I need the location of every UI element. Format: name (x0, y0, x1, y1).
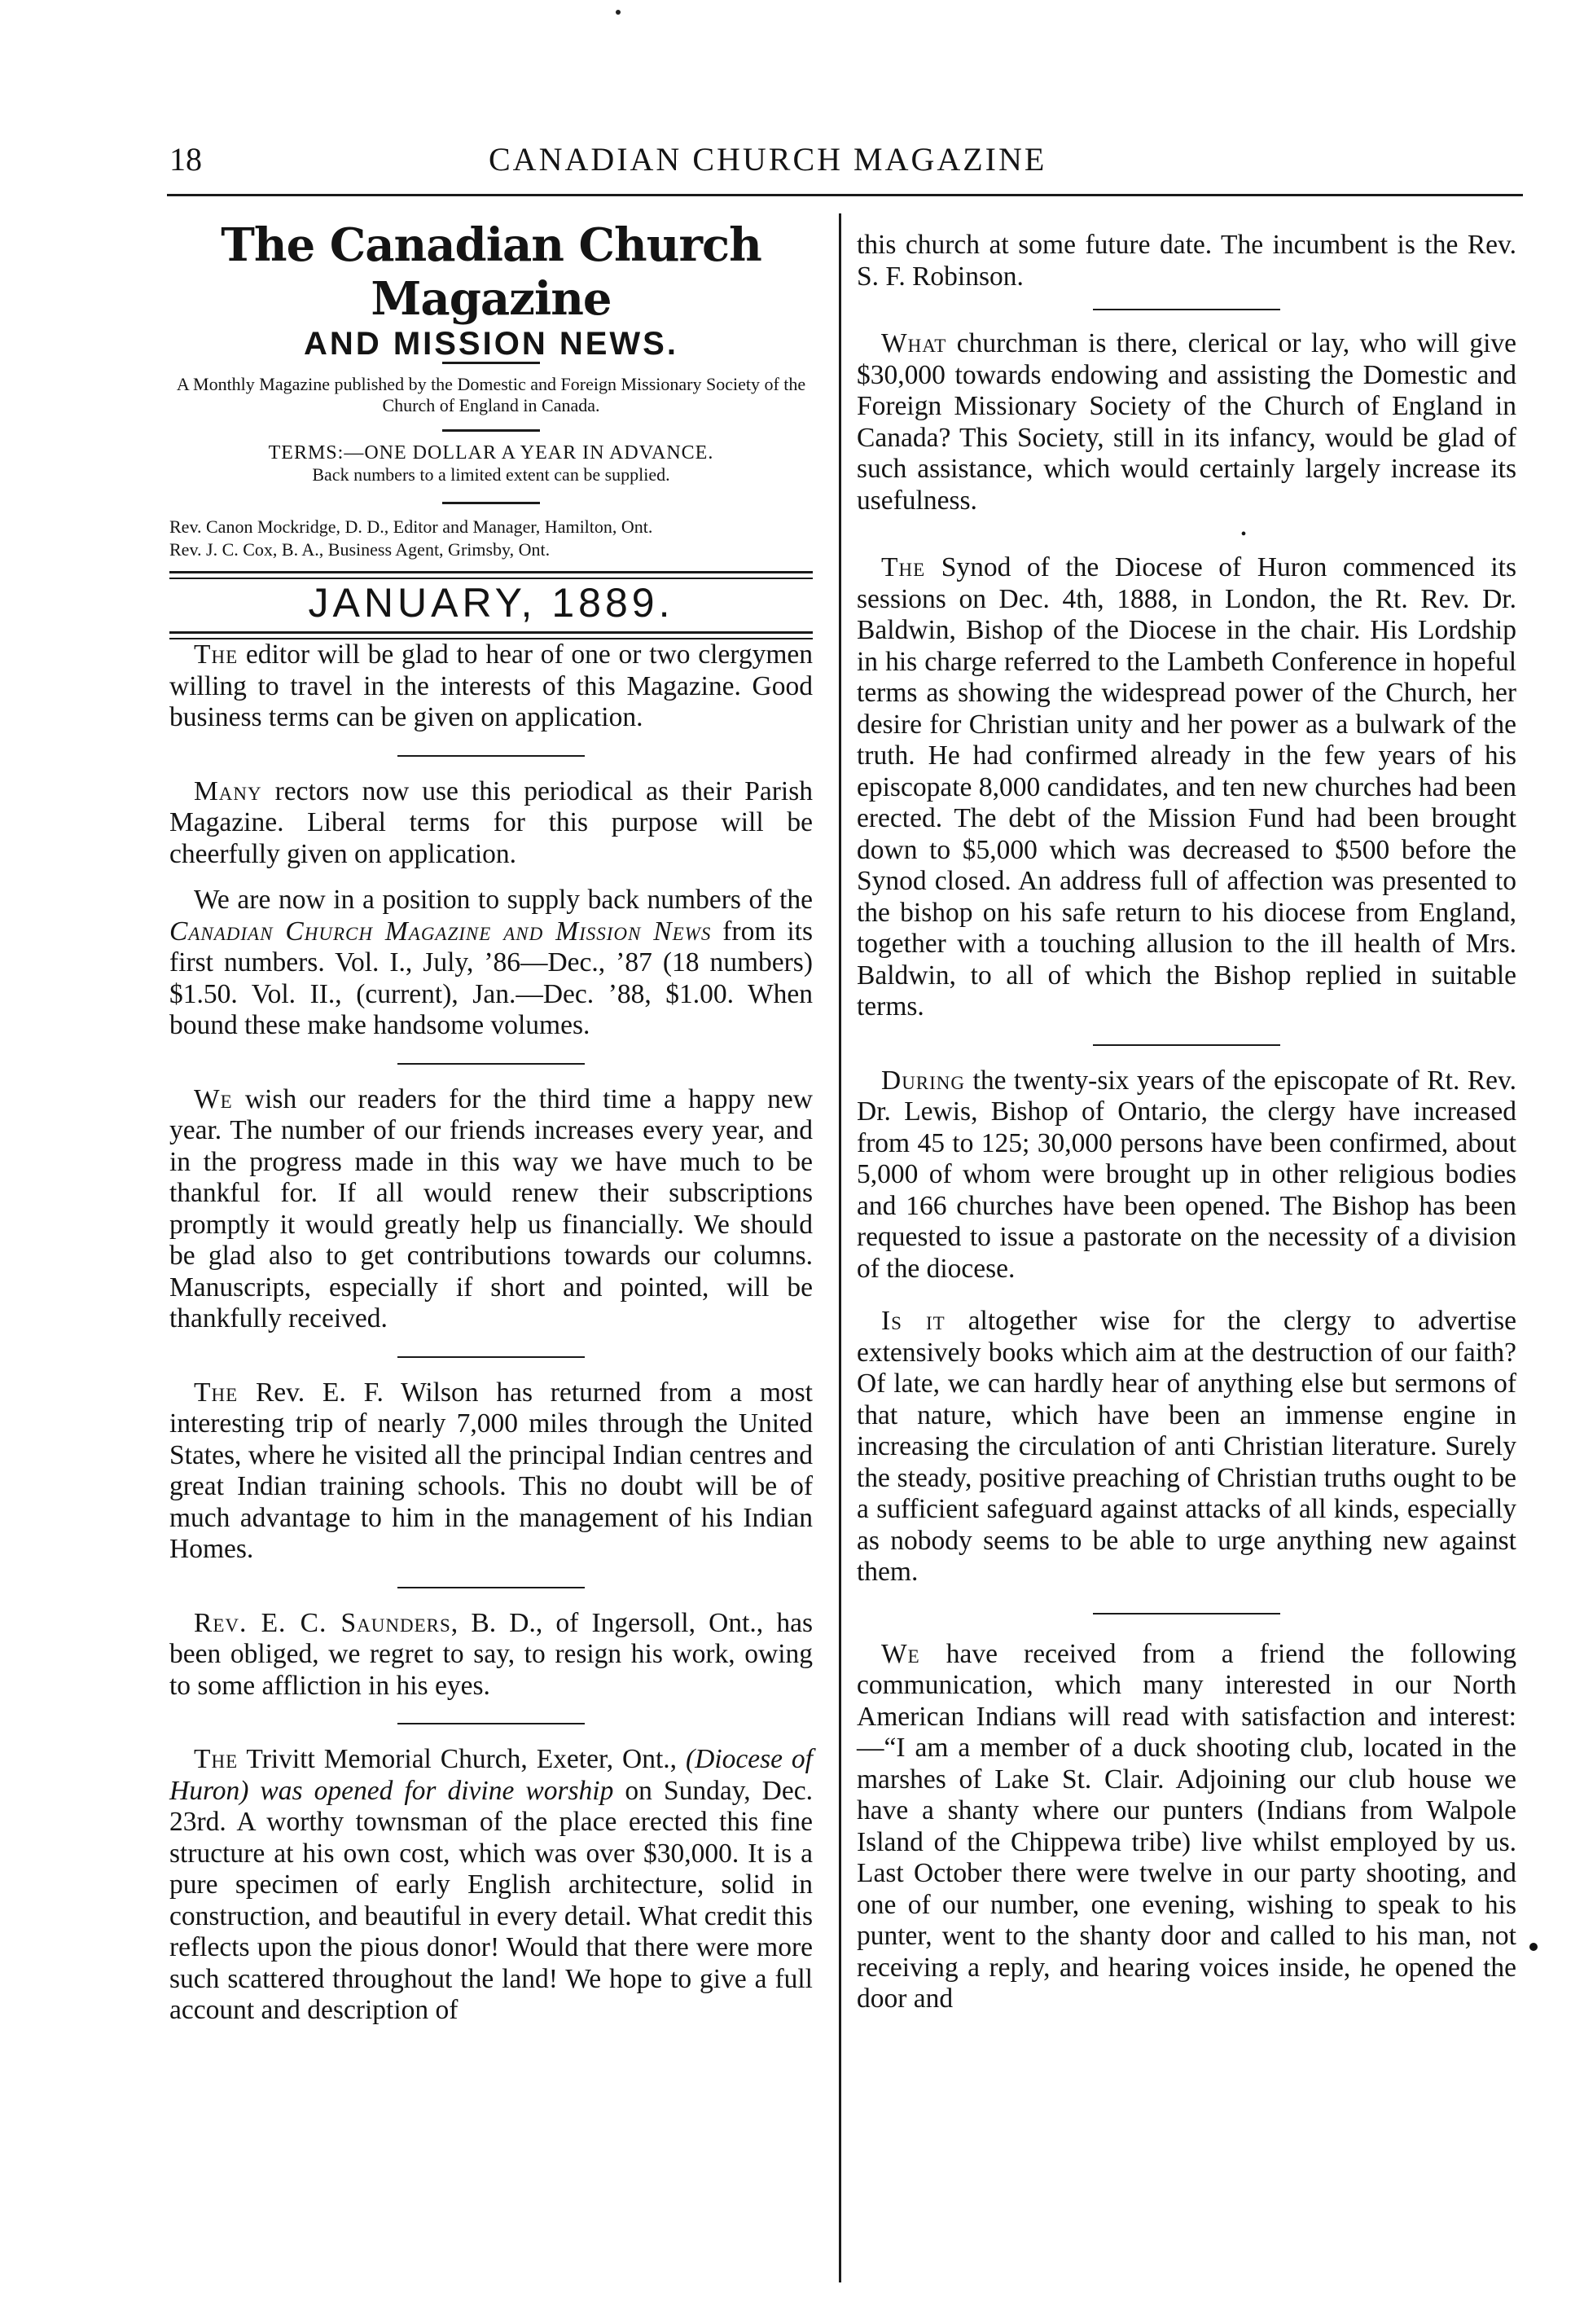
paragraph-text: Synod of the Diocese of Huron commenced its sessions on Dec. 4th, 1888, in London, the Rt. Rev. Dr. Baldwin, Bishop of the Diocese in the chair. His Lordship in his charge referred to the Lambeth Conference in hopeful terms as showing the widespread power of the Church, her desire for Christian unity and her power as a bulwark of the truth. He had confirmed already in the few years of his episcopate 8,000 candidates, and ten new churches had been erected. The debt of the Mission Fund had been brought down to $5,000 which was decreased to $500 before the Synod closed. An address full of affection was presented to the bishop on his safe return to his diocese from England, together with a touching allusion to the ill health of Mrs. Baldwin, to all of which the Bishop replied in suitable terms. (857, 552, 1516, 1021)
paragraph-text: on Sunday, Dec. 23rd. A worthy townsman of the place erected this fine structure at his own cost, which was over $30,000. It is a pure specimen of early English architecture, solid in construction, and beautiful in every detail. What credit this reflects upon the pious donor! Would that there were more such scattered throughout the land! We hope to give a full account and description of (169, 1775, 813, 2025)
ink-speck (616, 10, 621, 15)
paragraph (169, 776, 813, 871)
paragraph-text: from its first numbers. Vol. I., July, ’86—Dec., ’87 (18 numbers) $1.50. Vol. II., (current), Jan.—Dec. ’88, $1.00. When bound these make handsome volumes. (169, 916, 813, 1040)
lead-word: The (194, 1744, 239, 1774)
paragraph-text: , B. D., of Ingersoll, Ont., has been obliged, we regret to say, to resign his work, owing to some affliction in his eyes. (169, 1607, 813, 1701)
paragraph (169, 1608, 813, 1702)
paragraph (169, 1744, 813, 2027)
running-title: CANADIAN CHURCH MAGAZINE (489, 141, 1047, 178)
lead-word: We (194, 1083, 233, 1114)
lead-word: Is it (881, 1306, 946, 1336)
lead-word: Rev. E. C. Saunders (194, 1607, 451, 1638)
paragraph (857, 552, 1516, 1023)
paragraph (169, 1377, 813, 1566)
double-rule (169, 571, 813, 579)
paragraph (169, 639, 813, 734)
masthead-title: The Canadian Church Magazine (221, 218, 761, 326)
paragraph-text: rectors now use this periodical as their Parish Magazine. Liberal terms for this purpose will be cheerfully given on application. (169, 775, 813, 869)
lead-word: The (194, 1377, 239, 1408)
italic-text: (Diocese of Huron) was opened for divine worship (169, 1744, 813, 1806)
paragraph-text: have received from a friend the following communication, which many interested in our North American Indians will read with satisfaction and interest:—“I am a member of a duck shooting club, located in the marshes of Lake St. Clair. Adjoining our club house we have a shanty where our punters (Indians from Walpole Island of the Chippewa tribe) live whilst employed by us. Last October there were twelve in our party shooting, and one of our number, one evening, wishing to speak to his punter, went to the shanty door and called to his man, not receiving a reply, and hearing voices inside, he opened the door and (857, 1638, 1516, 2014)
publication-name: Canadian Church Magazine and Mission News (169, 916, 712, 947)
masthead-rule (442, 502, 540, 504)
masthead-rule (442, 429, 540, 432)
separator-rule (397, 1356, 585, 1358)
lead-word: Many (194, 775, 262, 806)
margin-bullet (1529, 1943, 1538, 1951)
separator-rule (397, 1723, 585, 1724)
paragraph (857, 1065, 1516, 1285)
editor-line: Rev. Canon Mockridge, D. D., Editor and Manager, Hamilton, Ont. (169, 516, 653, 537)
separator-rule (397, 755, 585, 757)
paragraph-text: wish our readers for the third time a happy new year. The number of our friends increases every year, and in the progress made in this way we have much to be thankful for. If all would renew their subscriptions promptly it would greatly help us financially. We should be glad also to get contributions towards our columns. Manuscripts, especially if short and pointed, will be thankfully received. (169, 1083, 813, 1333)
lead-word: What (881, 328, 947, 358)
masthead-description: A Monthly Magazine published by the Domestic and Foreign Missionary Society of the Church of England in Canada. (176, 374, 806, 415)
paragraph-text: the twenty-six years of the episcopate of Rt. Rev. Dr. Lewis, Bishop of Ontario, the clergy have increased from 45 to 125; 30,000 persons have been confirmed, about 5,000 of whom were brought up in other religious bodies and 166 churches have been opened. The Bishop has been requested to issue a pastorate on the necessity of a division of the diocese. (857, 1065, 1516, 1284)
paragraph (857, 328, 1516, 516)
lead-word: During (881, 1065, 966, 1096)
masthead-subtitle: AND MISSION NEWS. (304, 326, 678, 362)
masthead-rule (442, 362, 540, 364)
column-divider (839, 213, 841, 2282)
separator-rule (1093, 1613, 1280, 1614)
issue-date: JANUARY, 1889. (308, 580, 674, 626)
paragraph-text: altogether wise for the clergy to advertise extensively books which aim at the destruction of our faith? Of late, we can hardly hear of anything else but sermons of that nature, which have been an immense engine in increasing the circulation of anti Christian literature. Surely the steady, positive preaching of Christian truths ought to be a sufficient safeguard against attacks of all kinds, especially as nobody seems to be able to urge anything new against them. (857, 1306, 1516, 1587)
header-rule (167, 194, 1523, 196)
paragraph (857, 1306, 1516, 1588)
page-number: 18 (169, 141, 202, 178)
separator-rule (1093, 309, 1280, 310)
separator-rule (397, 1587, 585, 1588)
subscription-terms: TERMS:—ONE DOLLAR A YEAR IN ADVANCE. (268, 442, 714, 463)
paragraph-text: churchman is there, clerical or lay, who will give $30,000 towards endowing and assisting the Domestic and Foreign Missionary Society of the Church of England in Canada? This Society, still in its infancy, would be glad of such assistance, which would certainly largely increase its usefulness. (857, 328, 1516, 516)
paragraph-text: Trivitt Memorial Church, Exeter, Ont., (238, 1744, 686, 1774)
lead-word: The (194, 639, 239, 670)
lead-word: The (881, 552, 926, 582)
paragraph-text: editor will be glad to hear of one or two clergymen willing to travel in the interests of this Magazine. Good business terms can be given on application. (169, 639, 813, 732)
paragraph: this church at some future date. The incumbent is the Rev. S. F. Robinson. (857, 230, 1516, 292)
paragraph (169, 1084, 813, 1335)
paragraph (169, 885, 813, 1042)
paragraph-text: Rev. E. F. Wilson has returned from a most interesting trip of nearly 7,000 miles through the United States, where he visited all the principal Indian centres and great Indian training schools. This no doubt will be of much advantage to him in the management of his Indian Homes. (169, 1377, 813, 1564)
left-column (169, 218, 813, 2027)
agent-line: Rev. J. C. Cox, B. A., Business Agent, Grimsby, Ont. (169, 539, 551, 560)
ornament-mark: • (1240, 525, 1247, 543)
separator-rule (1093, 1044, 1280, 1046)
right-column (857, 230, 1516, 2015)
double-rule (169, 631, 813, 639)
paragraph (857, 1639, 1516, 2015)
back-numbers-note: Back numbers to a limited extent can be supplied. (312, 464, 670, 485)
paragraph-text: We are now in a position to supply back numbers of the (194, 885, 813, 915)
separator-rule (397, 1063, 585, 1065)
lead-word: We (881, 1638, 920, 1669)
